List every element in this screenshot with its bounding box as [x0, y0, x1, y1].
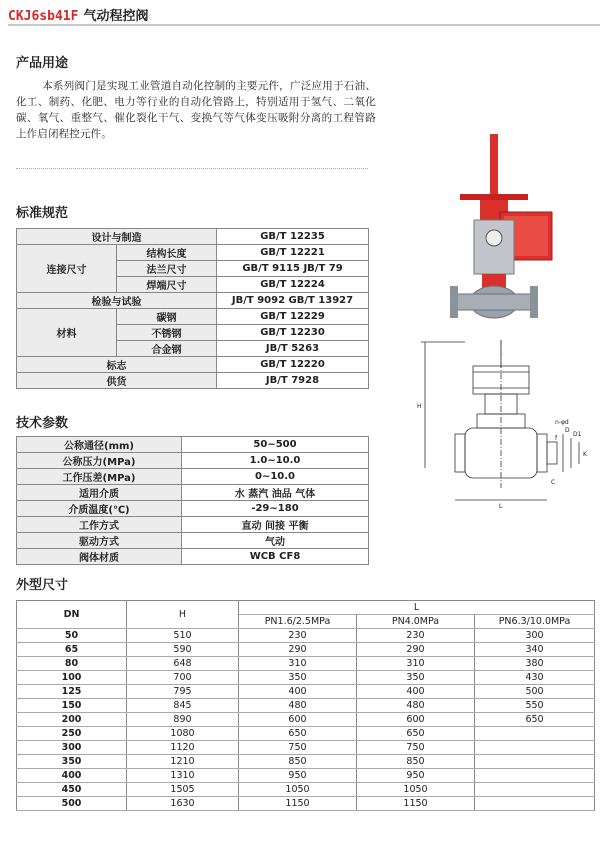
label-f: f [555, 435, 558, 442]
col-header-pn1: PN1.6/2.5MPa [239, 615, 357, 629]
cell-pn1: 400 [239, 685, 357, 699]
cell-pn1: 650 [239, 727, 357, 741]
std-label: 结构长度 [117, 245, 217, 261]
param-label: 适用介质 [17, 485, 182, 501]
param-label: 工作方式 [17, 517, 182, 533]
table-row [17, 783, 595, 797]
std-label: 标志 [17, 357, 217, 373]
cell-dn: 200 [17, 713, 127, 727]
table-row [17, 741, 595, 755]
cell-h: 795 [127, 685, 239, 699]
std-value: GB/T 12235 [217, 229, 369, 245]
std-label: 设计与制造 [17, 229, 217, 245]
table-row [17, 699, 595, 713]
cell-h: 590 [127, 643, 239, 657]
cell-pn1: 230 [239, 629, 357, 643]
cell-pn2: 400 [357, 685, 475, 699]
cell-h: 700 [127, 671, 239, 685]
cell-h: 1630 [127, 797, 239, 811]
cell-dn: 100 [17, 671, 127, 685]
cell-dn: 450 [17, 783, 127, 797]
table-row [17, 769, 595, 783]
std-value: GB/T 12224 [217, 277, 369, 293]
cell-h: 890 [127, 713, 239, 727]
cell-dn: 500 [17, 797, 127, 811]
cell-pn1: 850 [239, 755, 357, 769]
valve-dimension-drawing [405, 338, 600, 510]
section-title-dimensions: 外型尺寸 [16, 578, 69, 593]
table-row [17, 357, 369, 373]
product-name: 气动程控阀 [83, 9, 149, 24]
valve-product-photo [400, 128, 590, 328]
cell-h: 648 [127, 657, 239, 671]
cell-pn3 [475, 755, 595, 769]
cell-dn: 80 [17, 657, 127, 671]
cell-pn2: 750 [357, 741, 475, 755]
cell-h: 1310 [127, 769, 239, 783]
cell-dn: 300 [17, 741, 127, 755]
cell-pn2: 350 [357, 671, 475, 685]
cell-h: 1080 [127, 727, 239, 741]
cell-pn1: 750 [239, 741, 357, 755]
standards-table [16, 228, 369, 389]
std-value: GB/T 9115 JB/T 79 [217, 261, 369, 277]
std-label: 供货 [17, 373, 217, 389]
table-row [17, 501, 369, 517]
param-value: 50~500 [182, 437, 369, 453]
cell-h: 510 [127, 629, 239, 643]
table-row [17, 485, 369, 501]
cell-pn3: 430 [475, 671, 595, 685]
actuator-stem [490, 134, 498, 204]
cell-pn2: 650 [357, 727, 475, 741]
label-k: K [583, 451, 587, 458]
param-label: 公称压力(MPa) [17, 453, 182, 469]
std-value: JB/T 9092 GB/T 13927 [217, 293, 369, 309]
valve-frame [474, 220, 514, 274]
label-d: D [565, 427, 570, 434]
cell-dn: 65 [17, 643, 127, 657]
cell-pn3: 650 [475, 713, 595, 727]
table-row [17, 245, 369, 261]
title-divider [8, 24, 600, 26]
table-row [17, 797, 595, 811]
purpose-text: 本系列阀门是实现工业管道自动化控制的主要元件，广泛应用于石油、化工、制药、化肥、电力等行业的自动化管路上，特别适用于氢气、二氧化碳、氧气、重整气、催化裂化干气、变换气等气体变压吸附分离的工程管路上作启闭程控元件。 [16, 80, 376, 140]
col-header-l: L [239, 601, 595, 615]
table-row [17, 309, 369, 325]
cell-h: 845 [127, 699, 239, 713]
label-d1: D1 [573, 431, 582, 438]
std-group-label: 连接尺寸 [17, 245, 117, 293]
param-value: 0~10.0 [182, 469, 369, 485]
cell-pn3 [475, 741, 595, 755]
section-title-standards: 标准规范 [16, 206, 69, 221]
cell-dn: 50 [17, 629, 127, 643]
param-value: WCB CF8 [182, 549, 369, 565]
col-header-dn: DN [17, 601, 127, 629]
cell-dn: 400 [17, 769, 127, 783]
param-label: 介质温度(℃) [17, 501, 182, 517]
std-label: 合金钢 [117, 341, 217, 357]
table-row [17, 713, 595, 727]
col-header-pn3: PN6.3/10.0MPa [475, 615, 595, 629]
dimensions-table [16, 600, 595, 811]
cell-h: 1210 [127, 755, 239, 769]
cell-pn2: 230 [357, 629, 475, 643]
cell-pn2: 480 [357, 699, 475, 713]
std-value: GB/T 12230 [217, 325, 369, 341]
cell-pn3 [475, 727, 595, 741]
valve-pipe [456, 294, 532, 310]
table-row [17, 755, 595, 769]
cell-dn: 150 [17, 699, 127, 713]
std-value: JB/T 7928 [217, 373, 369, 389]
std-label: 碳钢 [117, 309, 217, 325]
cell-pn2: 310 [357, 657, 475, 671]
valve-flange-left [450, 286, 458, 318]
table-row [17, 727, 595, 741]
cell-pn3: 380 [475, 657, 595, 671]
cell-pn1: 310 [239, 657, 357, 671]
cell-pn1: 600 [239, 713, 357, 727]
cell-pn2: 1150 [357, 797, 475, 811]
label-h: H [417, 403, 422, 410]
parameters-table [16, 436, 369, 565]
cell-dn: 350 [17, 755, 127, 769]
table-row [17, 229, 369, 245]
cell-pn1: 290 [239, 643, 357, 657]
cell-pn2: 290 [357, 643, 475, 657]
table-row [17, 643, 595, 657]
std-label: 焊端尺寸 [117, 277, 217, 293]
std-group-label: 材料 [17, 309, 117, 357]
cell-dn: 250 [17, 727, 127, 741]
cell-dn: 125 [17, 685, 127, 699]
param-value: 水 蒸汽 油品 气体 [182, 485, 369, 501]
drawing-flange-left [455, 434, 465, 472]
table-row [17, 437, 369, 453]
cell-pn3: 500 [475, 685, 595, 699]
actuator-plate [460, 194, 528, 200]
table-row [17, 373, 369, 389]
cell-pn3 [475, 769, 595, 783]
std-label: 检验与试验 [17, 293, 217, 309]
table-row [17, 533, 369, 549]
cell-pn3: 550 [475, 699, 595, 713]
page-title [8, 5, 148, 24]
table-header-row [17, 601, 595, 615]
label-l: L [499, 503, 503, 510]
param-value: 直动 间接 平衡 [182, 517, 369, 533]
param-label: 工作压差(MPa) [17, 469, 182, 485]
section-title-purpose: 产品用途 [16, 56, 69, 71]
std-label: 法兰尺寸 [117, 261, 217, 277]
table-row [17, 293, 369, 309]
cell-pn1: 1150 [239, 797, 357, 811]
section-divider [16, 168, 368, 169]
std-value: GB/T 12221 [217, 245, 369, 261]
std-value: JB/T 5263 [217, 341, 369, 357]
cell-pn2: 850 [357, 755, 475, 769]
cell-pn2: 950 [357, 769, 475, 783]
param-label: 公称通径(mm) [17, 437, 182, 453]
drawing-flange-bolt [547, 442, 557, 464]
label-nd: n-φd [555, 419, 569, 426]
std-value: GB/T 12229 [217, 309, 369, 325]
cell-h: 1505 [127, 783, 239, 797]
cell-pn2: 1050 [357, 783, 475, 797]
param-value: -29~180 [182, 501, 369, 517]
drawing-flange-right [537, 434, 547, 472]
valve-flange-right [530, 286, 538, 318]
table-row [17, 685, 595, 699]
cell-h: 1120 [127, 741, 239, 755]
param-label: 驱动方式 [17, 533, 182, 549]
col-header-h: H [127, 601, 239, 629]
table-row [17, 517, 369, 533]
table-row [17, 657, 595, 671]
cell-pn1: 350 [239, 671, 357, 685]
section-title-parameters: 技术参数 [16, 416, 69, 431]
cell-pn1: 1050 [239, 783, 357, 797]
std-value: GB/T 12220 [217, 357, 369, 373]
param-value: 气动 [182, 533, 369, 549]
cell-pn3 [475, 797, 595, 811]
table-row [17, 671, 595, 685]
label-c: C [551, 479, 556, 486]
pressure-gauge [486, 230, 502, 246]
table-row [17, 453, 369, 469]
col-header-pn2: PN4.0MPa [357, 615, 475, 629]
param-label: 阀体材质 [17, 549, 182, 565]
cell-pn1: 950 [239, 769, 357, 783]
cell-pn3: 300 [475, 629, 595, 643]
cell-pn2: 600 [357, 713, 475, 727]
param-value: 1.0~10.0 [182, 453, 369, 469]
cell-pn1: 480 [239, 699, 357, 713]
table-row [17, 549, 369, 565]
cell-pn3 [475, 783, 595, 797]
table-row [17, 629, 595, 643]
std-label: 不锈钢 [117, 325, 217, 341]
cell-pn3: 340 [475, 643, 595, 657]
model-code: CKJ6sb41F [8, 9, 79, 24]
table-row [17, 469, 369, 485]
